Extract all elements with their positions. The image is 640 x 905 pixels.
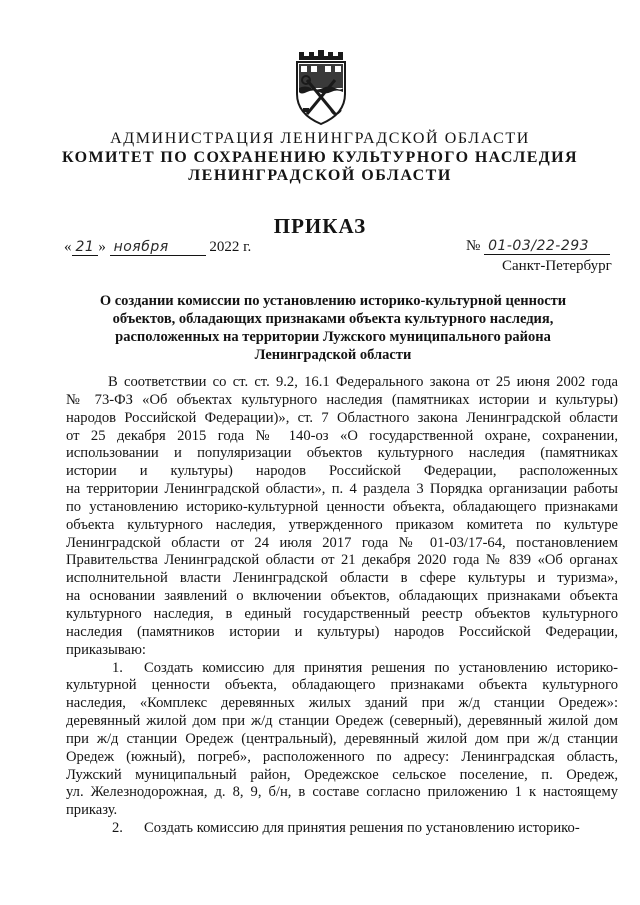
document-subject (90, 292, 576, 364)
coat-of-arms-icon (291, 48, 351, 126)
org-line-administration: АДМИНИСТРАЦИЯ ЛЕНИНГРАДСКОЙ ОБЛАСТИ (110, 130, 530, 147)
order-date (64, 238, 251, 256)
body-line: В соответствии со ст. ст. 9.2, 16.1 Федерального закона от 25 июня 2002 года (108, 374, 618, 390)
subject-line: Ленинградской области (254, 347, 412, 363)
item-1-line: деревянный жилой дом при ж/д станции Оредеж (северный), деревянный жилой дом (66, 713, 618, 730)
body-line: от 25 декабря 2015 года № 140-оз «О государственной охране, сохранении, (66, 427, 618, 444)
item-1-line: приказу. (66, 802, 118, 819)
body-line: на территории Ленинградской области», п. 4 раздела 3 Порядка организации работы (66, 481, 618, 498)
item-1-line: при ж/д станции Оредеж (центральный), деревянный жилой дом при ж/д станции (66, 730, 618, 747)
item-2-first-line (66, 820, 618, 838)
number-value: 01-03/22-293 (484, 239, 610, 255)
item-1-number: 1. (112, 659, 123, 676)
item-2-number: 2. (112, 820, 123, 837)
body-line: исполнительной власти Ленинградской области в сфере культуры и туризма», (66, 570, 618, 587)
body-line: культурного наследия, в единый государственный реестр объектов культурного (66, 605, 618, 622)
date-month: ноября (110, 240, 206, 256)
subject-line: расположенных на территории Лужского муниципального района (115, 329, 551, 345)
subject-line: объектов, обладающих признаками объекта культурного наследия, (112, 311, 554, 327)
body-line: Правительства Ленинградской области от 21 декабря 2020 года № 839 «Об органах (66, 552, 618, 569)
order-number (466, 237, 610, 255)
item-1-line: Лужский муниципальный район, Оредежское сельское поселение, п. Оредеж, (66, 766, 618, 783)
item-1-line: наследия, «Комплекс деревянных жилых зданий при ж/д станции Оредеж»: (66, 695, 618, 712)
org-line-committee: КОМИТЕТ ПО СОХРАНЕНИЮ КУЛЬТУРНОГО НАСЛЕДИЯ (62, 149, 578, 166)
item-1-line: культурной ценности объекта, обладающего признаками объекта культурного (66, 677, 618, 694)
date-open-quote: « (64, 239, 72, 255)
number-prefix: № (466, 238, 481, 254)
city: Санкт-Петербург (502, 258, 612, 274)
document-body (66, 374, 618, 838)
date-day: 21 (72, 240, 99, 256)
item-1-first-line (66, 660, 618, 678)
body-line: Ленинградской области от 24 июля 2017 года № 01-03/17-64, постановлением (66, 534, 618, 551)
body-line: приказываю: (66, 641, 146, 658)
body-line: на основании заявлений о включении объектов, обладающих признаками объекта (66, 588, 618, 605)
body-line: истории и культуры) народов Российской Федерации, расположенных (66, 463, 618, 480)
subject-line: О создании комиссии по установлению историко-культурной ценности (99, 293, 567, 309)
item-1-line: ул. Железнодорожная, д. 8, 9, б/н, в составе согласно приложению 1 к настоящему (66, 784, 618, 801)
item-1-line: Создать комиссию для принятия решения по установлению историко- (144, 659, 618, 676)
item-1-line: Оредеж (южный), погреб», расположенного по адресу: Ленинградская область, (66, 748, 618, 765)
body-line: использовании и популяризации объектов культурного наследия (памятниках (66, 445, 618, 462)
body-line: объекта культурного наследия, утвержденного приказом комитета по культуре (66, 516, 618, 533)
document-type-title: ПРИКАЗ (273, 214, 367, 238)
date-year: 2022 г. (209, 239, 252, 255)
org-line-region: ЛЕНИНГРАДСКОЙ ОБЛАСТИ (188, 167, 452, 184)
body-line: народов Российской Федерации)», ст. 7 Областного закона Ленинградской области (66, 409, 618, 426)
body-line: по установлению историко-культурной ценности объекта, обладающего признаками (66, 498, 618, 515)
body-line: № 73-ФЗ «Об объектах культурного наследия (памятниках истории и культуры) (66, 391, 618, 408)
item-2-line: Создать комиссию для принятия решения по установлению историко- (144, 820, 580, 837)
body-line: наследия (памятников истории и культуры) народов Российской Федерации, (66, 623, 618, 640)
date-close-quote: » (98, 239, 106, 255)
